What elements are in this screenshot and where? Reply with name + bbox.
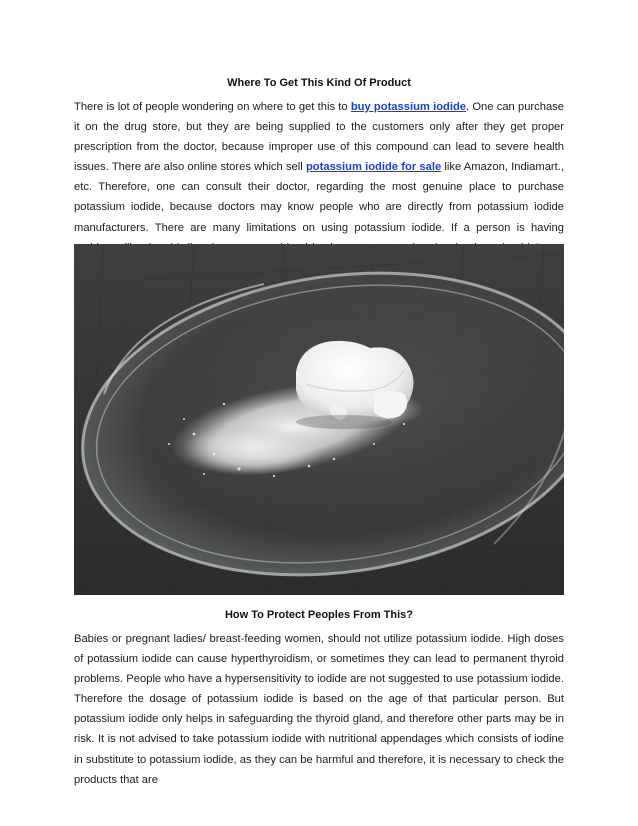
potassium-iodide-for-sale-link[interactable]: potassium iodide for sale bbox=[305, 161, 442, 174]
section-heading-how-to-protect: How To Protect Peoples From This? bbox=[224, 609, 414, 621]
section-paragraph-how-to-protect: Babies or pregnant ladies/ breast-feeding women, should not utilize potassium iodide. High doses of potassium iodide can cause hyperthyroidism, or sometimes they can lead to permanent thyroid problems. People who have a hypersensitivity to iodide are not suggested to use potassium iodide. Therefore the dosage of potassium iodide is based on the age of that particular person. But potassium iodide only helps in safeguarding the thyroid gland, and therefore other parts may be in risk. It is not advised to take potassium iodide with nutritional appendages which consists of iodine in substitute to potassium iodide, as they can be harmful and therefore, it is necessary to check the products that are bbox=[74, 633, 564, 786]
paragraph-text: like Amazon, Indiamart., etc. Therefore, one can consult their doctor, regarding the most genuine place to purchase potassium iodide, because doctors may know people who are directly from potassium iodide manufacturers. There are many limitations on using potassium iodide. If a person is having bbox=[74, 161, 564, 234]
watch-glass-crystals-icon bbox=[74, 244, 564, 595]
potassium-iodide-photo bbox=[74, 244, 564, 595]
section-heading-where-to-get: Where To Get This Kind Of Product bbox=[227, 77, 411, 89]
buy-potassium-iodide-link[interactable]: buy potassium iodide bbox=[350, 101, 467, 113]
paragraph-text: There is lot of people wondering on where to get this to bbox=[74, 101, 351, 113]
paragraph-text: . One can purchase it on the drug store, but they are being supplied to the customers only after they get proper prescription from the doctor, because improper use of this compound can lead to severe health issues. There are also online stores which sell bbox=[74, 101, 564, 174]
